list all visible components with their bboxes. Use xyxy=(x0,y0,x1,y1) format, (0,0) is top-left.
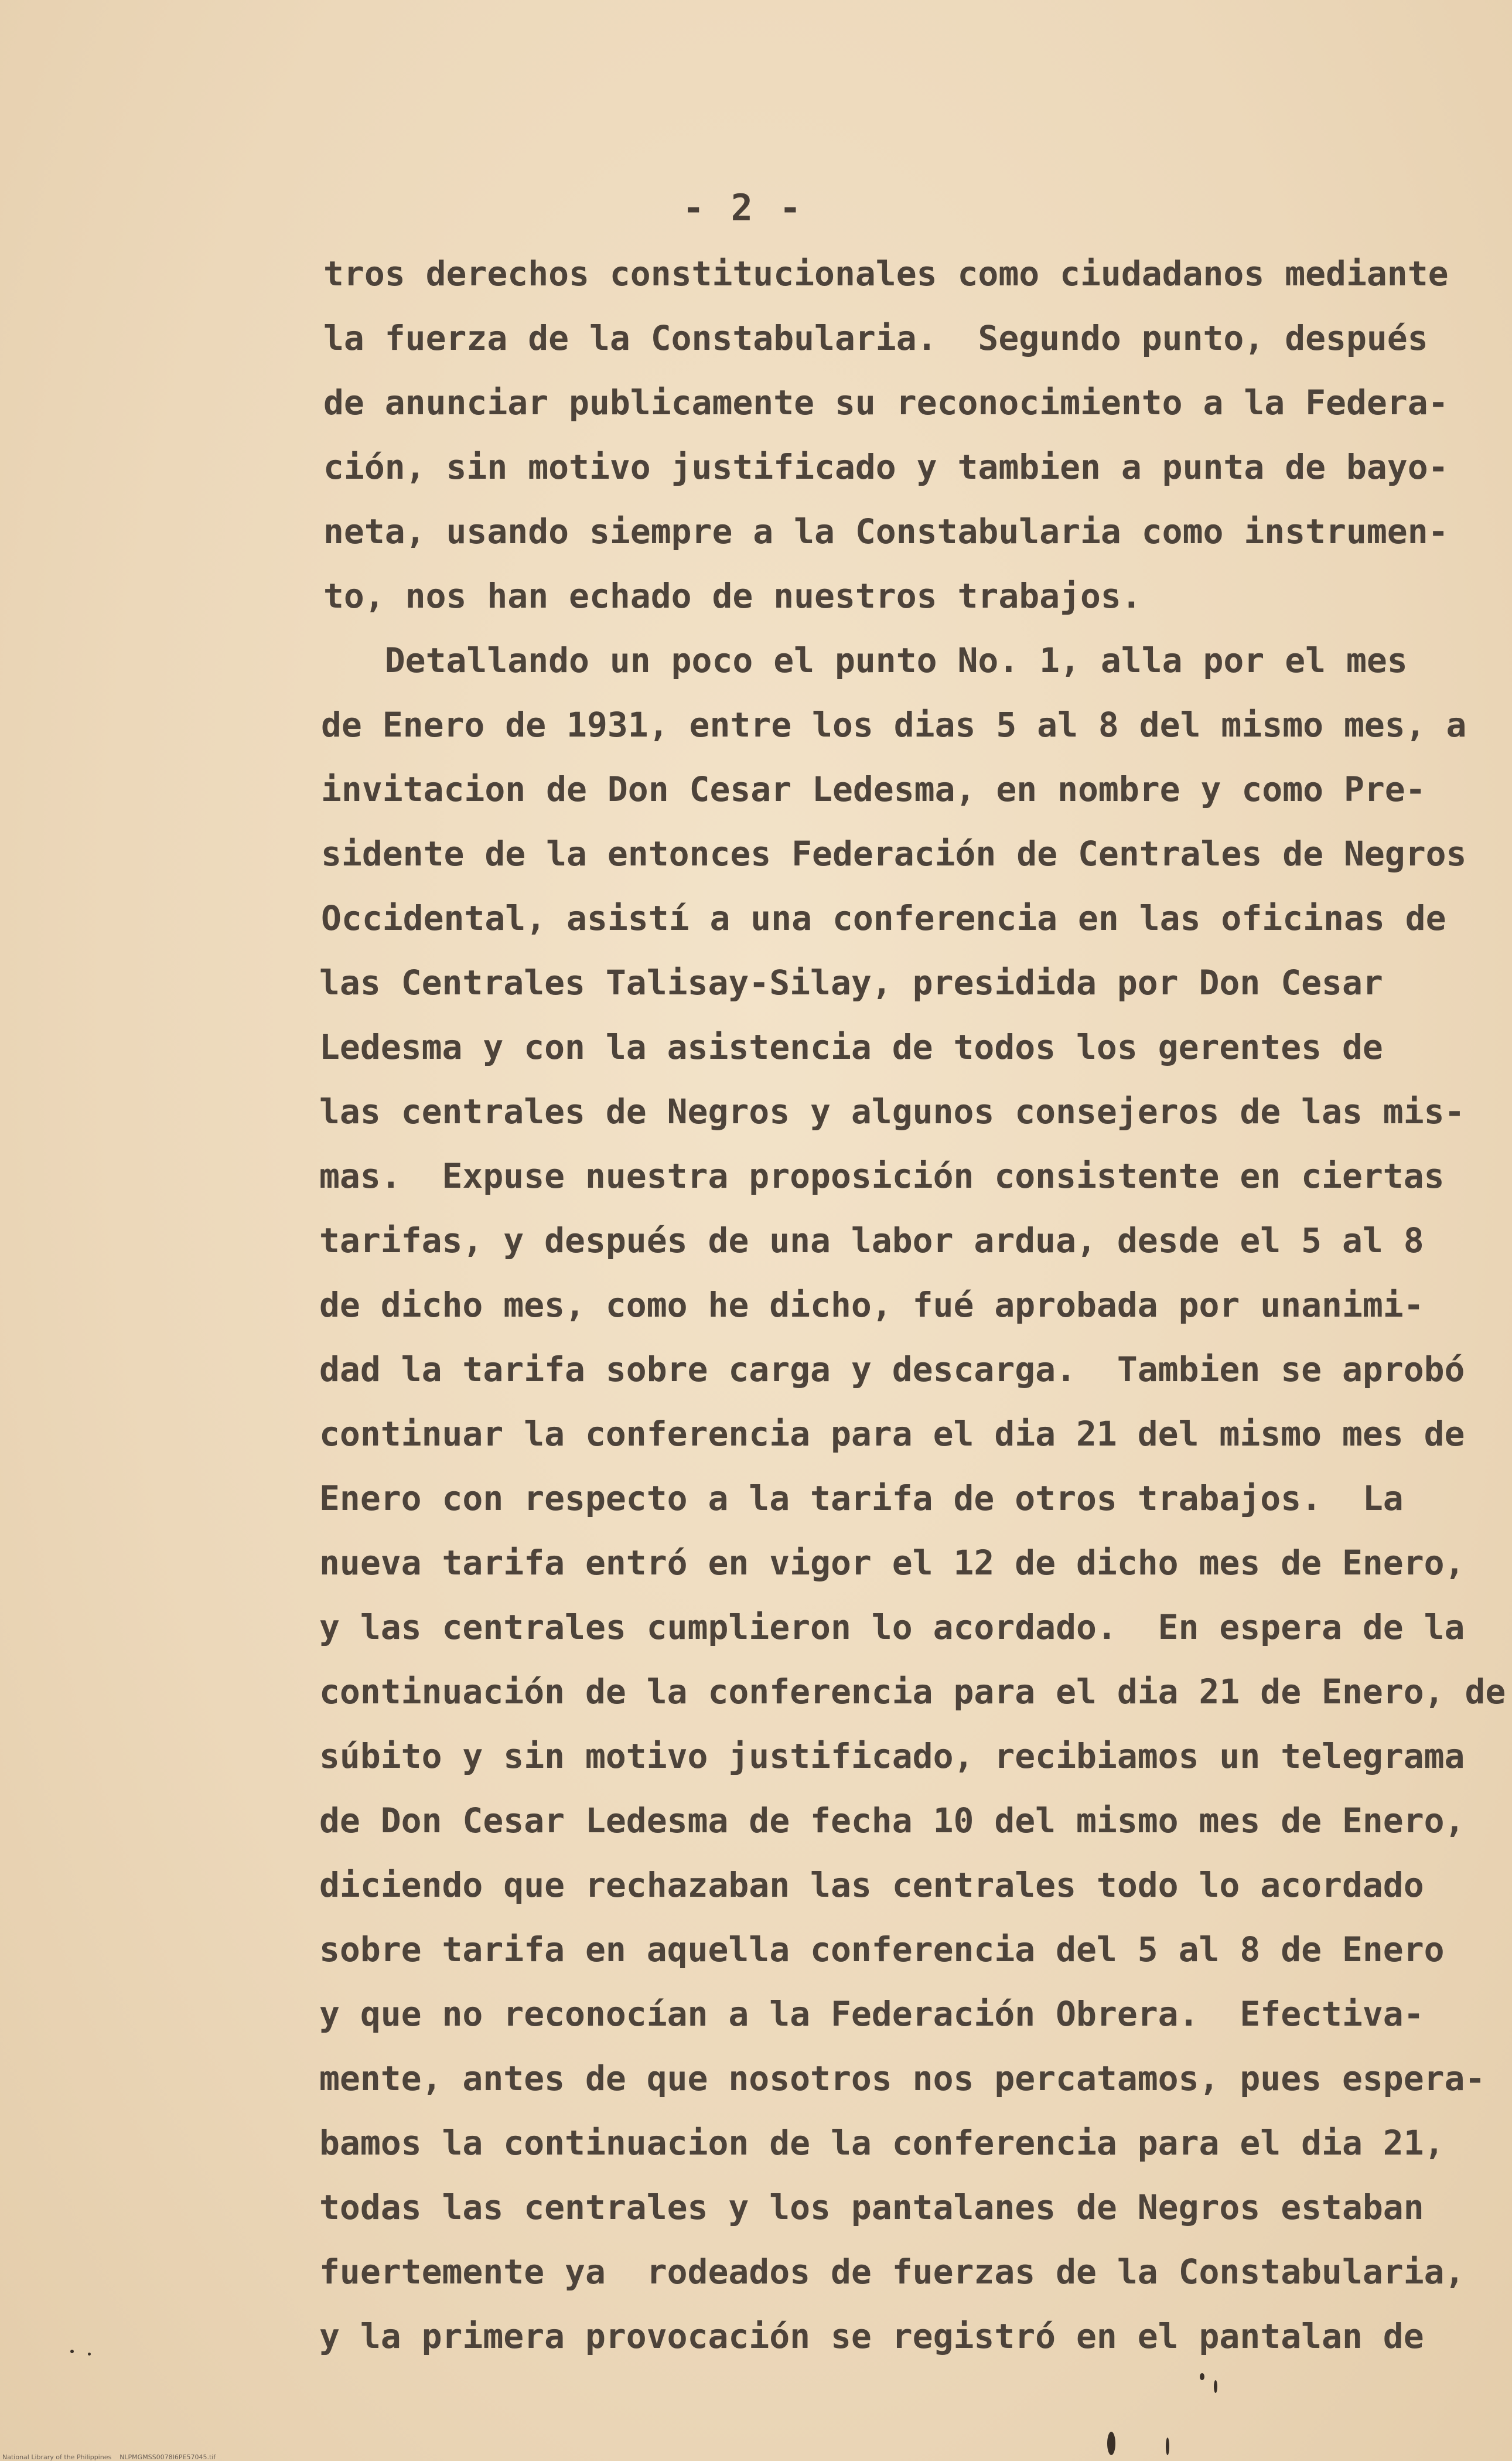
text-line: ción, sin motivo justificado y tambien a punta de bayo- xyxy=(323,447,1449,487)
text-line: tarifas, y después de una labor ardua, desde el 5 al 8 xyxy=(319,1221,1424,1260)
text-line: y que no reconocían a la Federación Obrera. Efectiva- xyxy=(319,1994,1424,2034)
text-line: Ledesma y con la asistencia de todos los gerentes de xyxy=(319,1027,1383,1067)
page-number: - 2 - xyxy=(682,186,804,229)
text-line: las centrales de Negros y algunos consejeros de las mis- xyxy=(319,1092,1465,1131)
text-line: Detallando un poco el punto No. 1, alla por el mes xyxy=(323,640,1408,680)
text-line: neta, usando siempre a la Constabularia como instrumen- xyxy=(323,512,1449,551)
text-line: Occidental, asistí a una conferencia en las oficinas de xyxy=(321,898,1446,938)
text-line: Enero con respecto a la tarifa de otros trabajos. La xyxy=(319,1478,1404,1518)
text-line: continuación de la conferencia para el dia 21 de Enero, de xyxy=(319,1672,1506,1712)
ink-speck xyxy=(1214,2380,1217,2393)
text-line: las Centrales Talisay-Silay, presidida por Don Cesar xyxy=(319,963,1383,1003)
text-line: de Don Cesar Ledesma de fecha 10 del mismo mes de Enero, xyxy=(319,1801,1465,1840)
text-line: dad la tarifa sobre carga y descarga. Tambien se aprobó xyxy=(319,1349,1465,1389)
ink-speck xyxy=(1166,2438,1169,2455)
archive-footer: National Library of the Philippines NLPMGMSS0078I6PE57045.tif xyxy=(2,2453,216,2461)
text-line: nueva tarifa entró en vigor el 12 de dicho mes de Enero, xyxy=(319,1543,1465,1583)
text-line: y las centrales cumplieron lo acordado. En espera de la xyxy=(319,1607,1465,1647)
text-line: sidente de la entonces Federación de Centrales de Negros xyxy=(321,834,1467,874)
text-line: mas. Expuse nuestra proposición consistente en ciertas xyxy=(319,1156,1445,1196)
text-line: continuar la conferencia para el dia 21 del mismo mes de xyxy=(319,1414,1465,1454)
text-line: la fuerza de la Constabularia. Segundo punto, después xyxy=(323,318,1428,358)
text-line: y la primera provocación se registró en el pantalan de xyxy=(319,2316,1424,2356)
text-line: de Enero de 1931, entre los dias 5 al 8 del mismo mes, a xyxy=(321,705,1467,745)
text-line: sobre tarifa en aquella conferencia del 5 al 8 de Enero xyxy=(319,1930,1445,1969)
text-line: de dicho mes, como he dicho, fué aprobada por unanimi- xyxy=(319,1285,1424,1325)
text-line: tros derechos constitucionales como ciudadanos mediante xyxy=(323,254,1449,294)
ink-speck xyxy=(70,2350,74,2353)
text-line: mente, antes de que nosotros nos percatamos, pues espera- xyxy=(319,2058,1486,2098)
text-line: invitacion de Don Cesar Ledesma, en nombre y como Pre- xyxy=(321,769,1426,809)
text-line: bamos la continuacion de la conferencia para el dia 21, xyxy=(319,2123,1445,2163)
text-line: de anunciar publicamente su reconocimiento a la Federa- xyxy=(323,383,1449,422)
text-line: fuertemente ya rodeados de fuerzas de la Constabularia, xyxy=(319,2252,1465,2292)
text-line: diciendo que rechazaban las centrales todo lo acordado xyxy=(319,1865,1424,1905)
text-line: todas las centrales y los pantalanes de Negros estaban xyxy=(319,2187,1424,2227)
text-line: súbito y sin motivo justificado, recibiamos un telegrama xyxy=(319,1736,1465,1776)
ink-speck xyxy=(88,2353,91,2356)
ink-speck xyxy=(1200,2373,1204,2380)
text-line: to, nos han echado de nuestros trabajos. xyxy=(323,576,1142,616)
ink-speck xyxy=(1107,2432,1115,2455)
